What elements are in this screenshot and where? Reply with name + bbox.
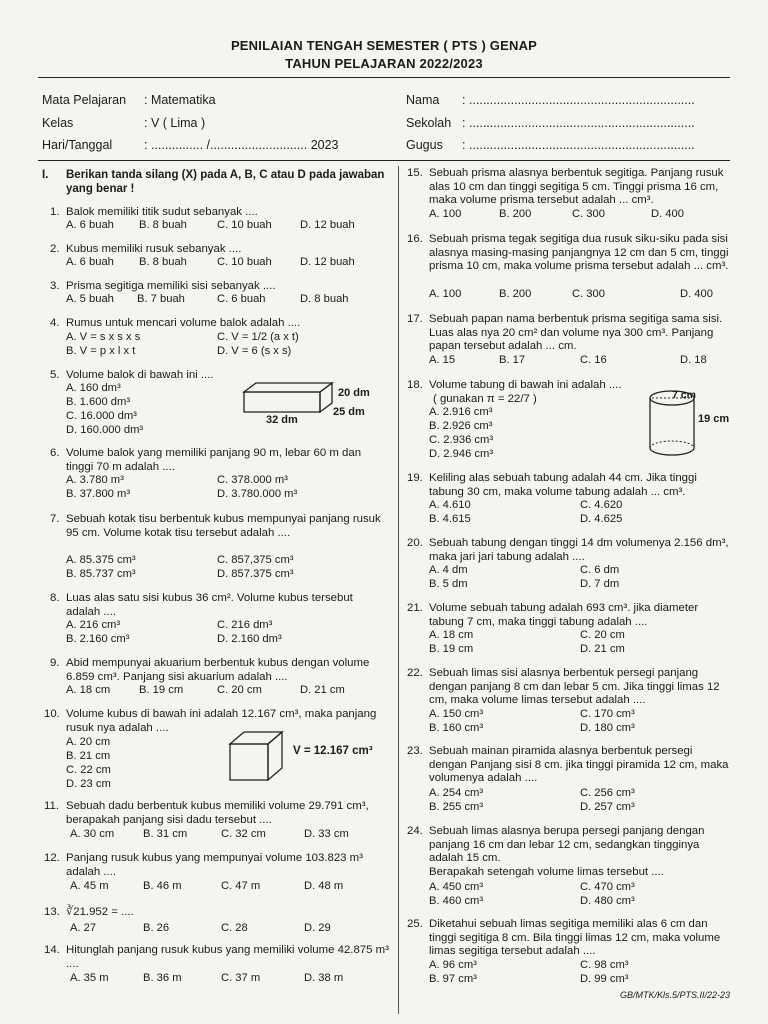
question-text: ∛21.952 = .... — [66, 906, 134, 918]
options-21 — [429, 629, 729, 657]
question-number: 25. — [407, 918, 423, 930]
tanggal-label: Hari/Tanggal — [42, 138, 113, 152]
question-note: ( gunakan π = 22/7 ) — [433, 393, 537, 405]
options-11 — [70, 828, 390, 842]
question-number: 15. — [407, 167, 423, 179]
option-d[interactable]: D. 21 cm — [300, 684, 345, 696]
options-7 — [66, 554, 386, 582]
option-a[interactable]: A. 450 cm³ — [429, 881, 484, 893]
question-text: Luas alas satu sisi kubus 36 cm². Volume kubus tersebut adalah .... — [66, 592, 353, 618]
option-b[interactable]: B. 2.160 cm³ — [66, 633, 130, 645]
option-a[interactable]: A. 4 dm — [429, 564, 468, 576]
question-number: 13. — [44, 906, 60, 918]
question-text-2: Berapakah setengah volume limas tersebut .... — [429, 866, 664, 878]
option-a[interactable]: A. 45 m — [70, 880, 109, 892]
option-d[interactable]: D. 7 dm — [580, 578, 620, 590]
options-9 — [66, 684, 386, 698]
option-c[interactable]: C. 16 — [580, 354, 607, 366]
question-text: Sebuah tabung dengan tinggi 14 dm volumenya 2.156 dm³, maka jari jari tabung adalah .... — [429, 537, 729, 563]
options-5 — [66, 382, 216, 438]
option-b[interactable]: B. 5 dm — [429, 578, 468, 590]
question-text: Volume tabung di bawah ini adalah .... — [429, 379, 622, 391]
option-d[interactable]: D. 18 — [680, 354, 707, 366]
cuboid-height-label: 20 dm — [338, 387, 370, 399]
section-num: I. — [42, 169, 49, 181]
option-b[interactable]: B. 1.600 dm³ — [66, 396, 131, 408]
question-text: Panjang rusuk kubus yang mempunyai volume 103.823 m³ adalah .... — [66, 852, 363, 878]
options-24 — [429, 881, 729, 909]
option-a[interactable]: A. 30 cm — [70, 828, 115, 840]
option-a[interactable]: A. 15 — [429, 354, 456, 366]
question-text: Abid mempunyai akuarium berbentuk kubus dengan volume 6.859 cm³. Panjang sisi akuarium adalah .... — [66, 657, 370, 683]
option-d[interactable]: D. 400 — [651, 208, 684, 220]
option-a[interactable]: A. 27 — [70, 922, 97, 934]
info-divider — [38, 160, 730, 161]
option-b[interactable]: B. 160 cm³ — [429, 722, 484, 734]
option-c[interactable]: C. 6 buah — [217, 293, 266, 305]
section-instruction: Berikan tanda silang (X) pada A, B, C atau D pada jawaban yang benar ! — [66, 169, 385, 195]
option-a[interactable]: A. 3.780 m³ — [66, 474, 124, 486]
question-number: 12. — [44, 852, 60, 864]
question-text: Sebuah limas sisi alasnya berbentuk persegi panjang dengan panjang 8 cm dan lebar 5 cm. Jika tinggi limas 12 cm, maka volume limas tersebut adalah .... — [429, 667, 720, 707]
options-20 — [429, 564, 729, 592]
option-a[interactable]: A. 6 buah — [66, 256, 114, 268]
option-d[interactable]: D. 4.625 — [580, 513, 623, 525]
option-c[interactable]: C. V = 1/2 (a x t) — [217, 331, 299, 343]
option-a[interactable]: A. 100 — [429, 288, 462, 300]
option-d[interactable]: D. 12 buah — [300, 219, 355, 231]
question-text: Sebuah prisma tegak segitiga dua rusuk siku-siku pada sisi alasnya masing-masing panjangnya 12 cm dan 5 cm, tinggi prisma 10 cm, maka volume prisma tersebut adalah ... cm³. — [429, 233, 729, 273]
option-b[interactable]: B. V = p x l x t — [66, 345, 136, 357]
options-18 — [429, 406, 579, 462]
option-d[interactable]: D. 160.000 dm³ — [66, 424, 144, 436]
nama-label: Nama — [406, 93, 440, 107]
option-d[interactable]: D. 12 buah — [300, 256, 355, 268]
option-a[interactable]: A. 85.375 cm³ — [66, 554, 136, 566]
cylinder-height-label: 19 cm — [698, 413, 730, 425]
option-c[interactable]: C. 37 m — [221, 972, 261, 984]
question-number: 5. — [50, 369, 60, 381]
sekolah-field[interactable]: : ................................................................. — [462, 116, 695, 130]
question-number: 6. — [50, 447, 60, 459]
option-a[interactable]: A. 160 dm³ — [66, 382, 121, 394]
option-c[interactable]: C. 22 cm — [66, 764, 111, 776]
options-12 — [70, 880, 390, 894]
exam-title: PENILAIAN TENGAH SEMESTER ( PTS ) GENAP — [230, 38, 538, 53]
option-c[interactable]: C. 857,375 cm³ — [217, 554, 294, 566]
option-b[interactable]: B. 26 — [143, 922, 170, 934]
option-d[interactable]: D. 29 — [304, 922, 331, 934]
option-c[interactable]: C. 4.620 — [580, 499, 623, 511]
option-c[interactable]: C. 300 — [572, 288, 605, 300]
question-number: 20. — [407, 537, 423, 549]
option-a[interactable]: A. 254 cm³ — [429, 787, 484, 799]
cuboid-length-label: 32 dm — [266, 414, 298, 426]
option-d[interactable]: D. 480 cm³ — [580, 895, 635, 907]
option-d[interactable]: D. 21 cm — [580, 643, 625, 655]
question-number: 24. — [407, 825, 423, 837]
sekolah-label: Sekolah — [406, 116, 452, 130]
tanggal-value: : ............... /............................ 2023 — [144, 138, 339, 152]
question-number: 4. — [50, 317, 60, 329]
question-text: Diketahui sebuah limas segitiga memiliki alas 6 cm dan tinggi segitiga 8 cm. Bila tinggi limas 12 cm, maka volume limas segitiga tersebut adalah .... — [429, 918, 721, 958]
kelas-value: : V ( Lima ) — [144, 116, 206, 130]
option-b[interactable]: B. 200 — [499, 208, 532, 220]
option-c[interactable]: C. 10 buah — [217, 219, 272, 231]
question-text: Hitunglah panjang rusuk kubus yang memiliki volume 42.875 m³ .... — [66, 944, 389, 970]
cube-volume-label: V = 12.167 cm³ — [293, 745, 373, 757]
option-b[interactable]: B. 8 buah — [139, 219, 187, 231]
options-4 — [66, 331, 386, 359]
question-text: Sebuah limas alasnya berupa persegi panjang dengan panjang 16 cm dan lebar 12 cm, sedangkan tingginya adalah 15 cm. — [429, 825, 705, 865]
question-text: Prisma segitiga memiliki sisi sebanyak .... — [66, 280, 276, 292]
option-b[interactable]: B. 2.926 cm³ — [429, 420, 493, 432]
option-c[interactable]: C. 20 cm — [217, 684, 262, 696]
kelas-label: Kelas — [42, 116, 74, 130]
option-b[interactable]: B. 31 cm — [143, 828, 188, 840]
options-15 — [429, 208, 729, 222]
option-a[interactable]: A. 150 cm³ — [429, 708, 484, 720]
question-text: Volume balok di bawah ini .... — [66, 369, 214, 381]
option-b[interactable]: B. 4.615 — [429, 513, 471, 525]
option-c[interactable]: C. 378.000 m³ — [217, 474, 288, 486]
option-b[interactable]: B. 19 cm — [139, 684, 184, 696]
option-c[interactable]: C. 216 dm³ — [217, 619, 273, 631]
option-c[interactable]: C. 2.936 cm³ — [429, 434, 494, 446]
option-c[interactable]: C. 32 cm — [221, 828, 266, 840]
option-a[interactable]: A. 18 cm — [429, 629, 474, 641]
option-a[interactable]: A. 4.610 — [429, 499, 471, 511]
question-text: Sebuah dadu berbentuk kubus memiliki volume 29.791 cm³, berapakah panjang sisi dadu tersebut .... — [66, 800, 369, 826]
option-b[interactable]: B. 85.737 cm³ — [66, 568, 136, 580]
option-d[interactable]: D. 99 cm³ — [580, 973, 629, 985]
option-c[interactable]: C. 170 cm³ — [580, 708, 635, 720]
question-number: 14. — [44, 944, 60, 956]
options-22 — [429, 708, 729, 736]
question-number: 21. — [407, 602, 423, 614]
document-code: GB/MTK/Kls.5/PTS.II/22-23 — [619, 990, 730, 1000]
options-16 — [429, 288, 729, 302]
cylinder-diameter-label: 7 cm — [672, 389, 696, 401]
question-text: Keliling alas sebuah tabung adalah 44 cm. Jika tinggi tabung 30 cm, maka volume tabung adalah ... cm³. — [429, 472, 697, 498]
question-number: 16. — [407, 233, 423, 245]
mapel-label: Mata Pelajaran — [42, 93, 127, 107]
question-number: 8. — [50, 592, 60, 604]
options-14 — [70, 972, 390, 986]
option-a[interactable]: A. 216 cm³ — [66, 619, 121, 631]
cube-figure — [226, 728, 286, 784]
option-c[interactable]: C. 98 cm³ — [580, 959, 629, 971]
nama-field[interactable]: : ................................................................. — [462, 93, 695, 107]
option-d[interactable]: D. 8 buah — [300, 293, 349, 305]
cuboid-width-label: 25 dm — [333, 406, 365, 418]
option-b[interactable]: B. 255 cm³ — [429, 801, 484, 813]
option-d[interactable]: D. 857.375 cm³ — [217, 568, 294, 580]
options-13 — [70, 922, 390, 936]
option-a[interactable]: A. 6 buah — [66, 219, 114, 231]
option-b[interactable]: B. 460 cm³ — [429, 895, 484, 907]
option-d[interactable]: D. 2.946 cm³ — [429, 448, 494, 460]
question-number: 19. — [407, 472, 423, 484]
option-c[interactable]: C. 20 cm — [580, 629, 625, 641]
options-19 — [429, 499, 729, 527]
option-b[interactable]: B. 8 buah — [139, 256, 187, 268]
option-a[interactable]: A. 2.916 cm³ — [429, 406, 493, 418]
option-a[interactable]: A. 100 — [429, 208, 462, 220]
question-number: 2. — [50, 243, 60, 255]
option-b[interactable]: B. 7 buah — [137, 293, 185, 305]
question-text: Sebuah prisma alasnya berbentuk segitiga. Panjang rusuk alas 10 cm dan tinggi segitiga 5 cm. Tinggi prisma 16 cm, maka volume prisma tersebut adalah ... cm³. — [429, 167, 724, 207]
question-text: Sebuah papan nama berbentuk prisma segitiga sama sisi. Luas alas nya 20 cm² dan volume nya 300 cm³. Panjang papan tersebut adalah ... cm. — [429, 313, 723, 353]
option-c[interactable]: C. 300 — [572, 208, 605, 220]
option-a[interactable]: A. 5 buah — [66, 293, 114, 305]
options-23 — [429, 787, 729, 815]
option-d[interactable]: D. 23 cm — [66, 778, 111, 790]
question-text: Volume sebuah tabung adalah 693 cm³. jika diameter tabung 7 cm, maka tinggi tabung adalah .... — [429, 602, 699, 628]
options-25 — [429, 959, 729, 987]
options-6 — [66, 474, 386, 502]
question-number: 18. — [407, 379, 423, 391]
option-d[interactable]: D. 48 m — [304, 880, 344, 892]
question-number: 9. — [50, 657, 60, 669]
question-number: 17. — [407, 313, 423, 325]
option-b[interactable]: B. 36 m — [143, 972, 182, 984]
option-c[interactable]: C. 16.000 dm³ — [66, 410, 137, 422]
cuboid-figure — [238, 380, 338, 414]
question-number: 11. — [44, 800, 59, 812]
question-number: 23. — [407, 745, 423, 757]
option-d[interactable]: D. 3.780.000 m³ — [217, 488, 298, 500]
option-b[interactable]: B. 21 cm — [66, 750, 111, 762]
question-number: 3. — [50, 280, 60, 292]
gugus-field[interactable]: : ................................................................. — [462, 138, 695, 152]
options-10 — [66, 736, 216, 792]
question-text: Volume kubus di bawah ini adalah 12.167 cm³, maka panjang rusuk nya adalah .... — [66, 708, 377, 734]
option-c[interactable]: C. 256 cm³ — [580, 787, 635, 799]
question-number: 10. — [44, 708, 60, 720]
option-c[interactable]: C. 28 — [221, 922, 248, 934]
question-number: 1. — [50, 206, 60, 218]
option-c[interactable]: C. 47 m — [221, 880, 261, 892]
option-b[interactable]: B. 46 m — [143, 880, 182, 892]
option-a[interactable]: A. 35 m — [70, 972, 109, 984]
options-17 — [429, 354, 729, 368]
header-divider — [38, 77, 730, 78]
gugus-label: Gugus — [406, 138, 443, 152]
question-text: Rumus untuk mencari volume balok adalah .... — [66, 317, 301, 329]
question-text: Volume balok yang memiliki panjang 90 m, lebar 60 m dan tinggi 70 m adalah .... — [66, 447, 362, 473]
option-c[interactable]: C. 10 buah — [217, 256, 272, 268]
options-8 — [66, 619, 386, 647]
options-2 — [66, 256, 386, 270]
option-d[interactable]: D. 2.160 dm³ — [217, 633, 282, 645]
options-1 — [66, 219, 386, 233]
option-a[interactable]: A. 20 cm — [66, 736, 111, 748]
option-a[interactable]: A. 18 cm — [66, 684, 111, 696]
options-3 — [66, 293, 386, 307]
option-d[interactable]: D. V = 6 (s x s) — [217, 345, 292, 357]
option-b[interactable]: B. 37.800 m³ — [66, 488, 131, 500]
option-b[interactable]: B. 200 — [499, 288, 532, 300]
option-d[interactable]: D. 257 cm³ — [580, 801, 635, 813]
column-divider — [398, 166, 399, 1014]
question-number: 22. — [407, 667, 423, 679]
option-b[interactable]: B. 17 — [499, 354, 526, 366]
option-d[interactable]: D. 33 cm — [304, 828, 349, 840]
question-text: Balok memiliki titik sudut sebanyak .... — [66, 206, 258, 218]
option-a[interactable]: A. 96 cm³ — [429, 959, 477, 971]
option-c[interactable]: C. 6 dm — [580, 564, 620, 576]
question-text: Sebuah kotak tisu berbentuk kubus mempunyai panjang rusuk 95 cm. Volume kotak tisu tersebut adalah .... — [66, 513, 381, 539]
option-d[interactable]: D. 38 m — [304, 972, 344, 984]
question-number: 7. — [50, 513, 60, 525]
question-text: Sebuah mainan piramida alasnya berbentuk persegi dengan Panjang sisi 8 cm. jika tinggi piramida 12 cm, maka volumenya adalah .... — [429, 745, 729, 785]
option-a[interactable]: A. V = s x s x s — [66, 331, 141, 343]
option-c[interactable]: C. 470 cm³ — [580, 881, 635, 893]
question-text: Kubus memiliki rusuk sebanyak .... — [66, 243, 242, 255]
mapel-value: : Matematika — [144, 93, 216, 107]
option-d[interactable]: D. 400 — [680, 288, 713, 300]
exam-year: TAHUN PELAJARAN 2022/2023 — [285, 56, 483, 71]
option-b[interactable]: B. 97 cm³ — [429, 973, 477, 985]
option-d[interactable]: D. 180 cm³ — [580, 722, 635, 734]
option-b[interactable]: B. 19 cm — [429, 643, 474, 655]
